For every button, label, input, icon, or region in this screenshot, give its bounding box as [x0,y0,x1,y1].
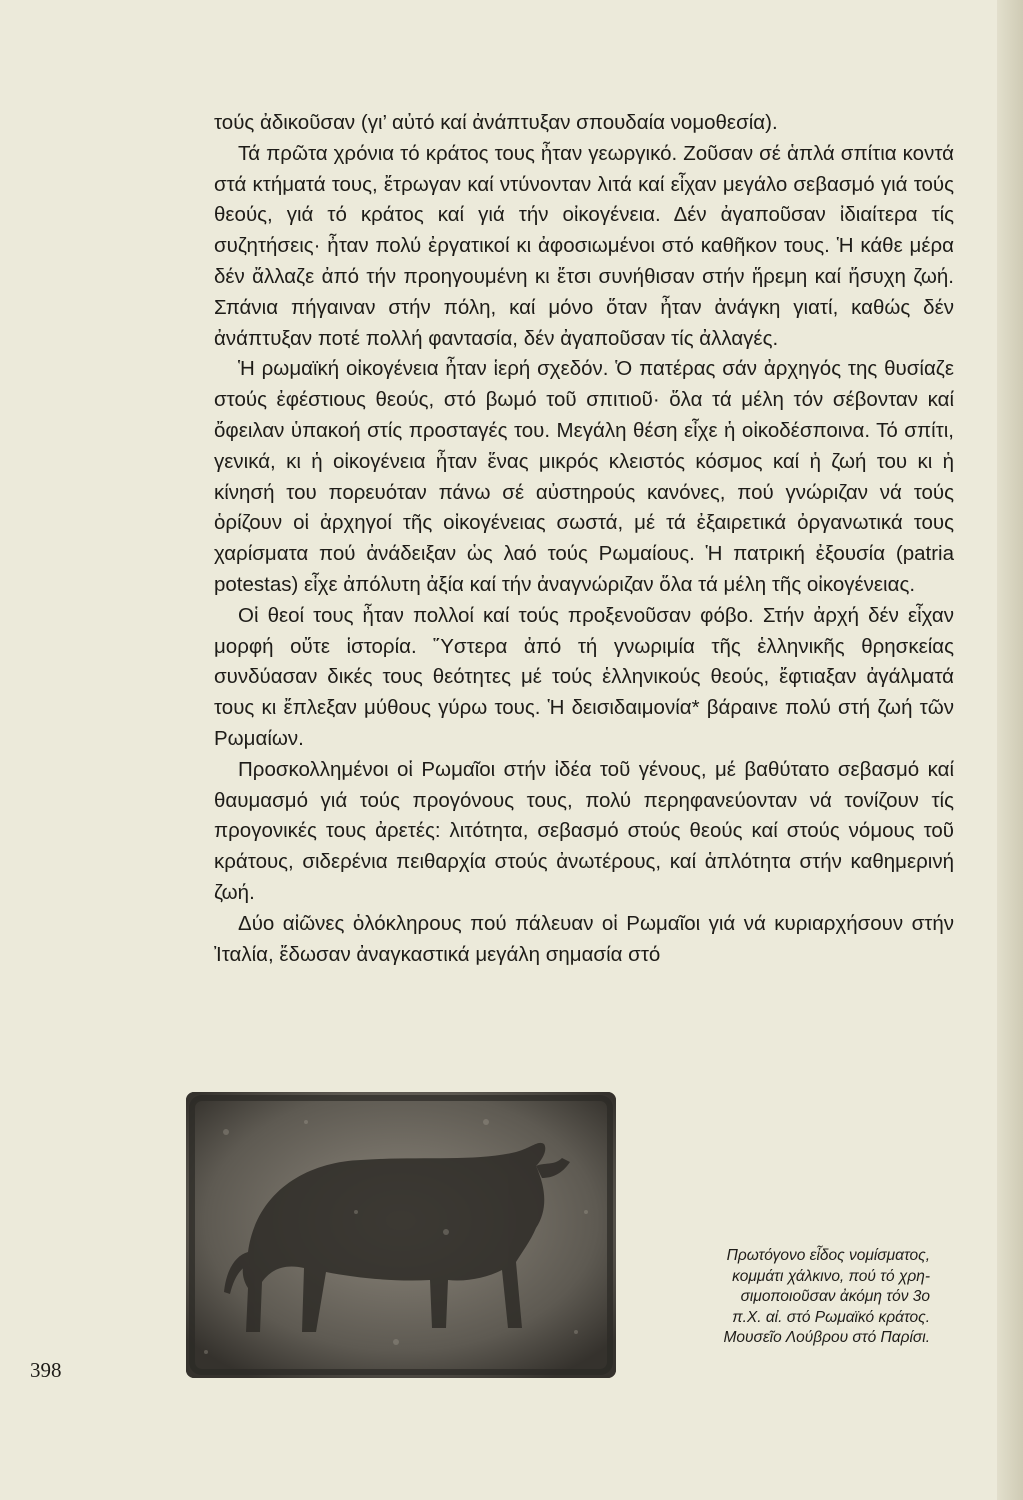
paragraph: τούς ἀδικοῦσαν (γι’ αὐτό καί ἀνάπτυξαν σπουδαία νομοθεσία). [214,111,778,134]
page-edge [997,0,1023,1500]
photo-caption [640,1246,930,1349]
caption-line: Πρωτόγονο εἶδος νομίσματος, [726,1247,930,1264]
caption-line: π.Χ. αἰ. στό Ρωμαϊκό κράτος. [732,1308,930,1326]
page-number: 398 [30,1358,62,1382]
caption-line: Μουσεῖο Λούβρου στό Παρίσι. [723,1329,930,1346]
caption-line: σιμοποιοῦσαν ἀκόμη τόν 3ο [740,1288,930,1305]
body-text [214,108,954,970]
paragraph: Ἡ ρωμαϊκή οἰκογένεια ἦταν ἱερή σχεδόν. Ὁ πατέρας σάν ἀρχηγός της θυσίαζε στούς ἐφέστιους θεούς, στό βωμό τοῦ σπιτιοῦ· ὅλα τά μέλη τόν σέβονταν καί ὄφειλαν ὑπακοή στίς προσταγές του. Μεγάλη θέση εἶχε ἡ οἰκοδέσποινα. Τό σπίτι, γενικά, κι ἡ οἰκογένεια ἦταν ἕνας μικρός κλειστός κόσμος καί ἡ ζωή του κι ἡ κίνησή του πορευόταν πάνω σέ αὐστηρούς κανόνες, πού γνώριζαν νά τούς ὁρίζουν οἱ ἀρχηγοί τῆς οἰκογένειας σωστά, μέ τά ἐξαιρετικά ὀργανωτικά τους χαρίσματα πού ἀνάδειξαν ὡς λαό τούς Ρωμαίους. Ἡ πατρική ἐξουσία (patria potestas) εἶχε ἀπόλυτη ἀξία καί τήν ἀναγνώριζαν ὅλα τά μέλη τῆς οἰκογένειας. [214,357,954,596]
paragraph: Δύο αἰῶνες ὁλόκληρους πού πάλευαν οἱ Ρωμαῖοι γιά νά κυριαρχήσουν στήν Ἰταλία, ἔδωσαν ἀναγκαστικά μεγάλη σημασία στό [214,911,954,966]
caption-line: κομμάτι χάλκινο, πού τό χρη- [732,1267,930,1285]
paragraph: Οἱ θεοί τους ἦταν πολλοί καί τούς προξενοῦσαν φόβο. Στήν ἀρχή δέν εἶχαν μορφή οὔτε ἱστορία. Ὕστερα ἀπό τή γνωριμία τῆς ἑλληνικῆς θρησκείας συνδύασαν δικές τους θεότητες μέ τούς ἑλληνικούς θεούς, ἔφτιαξαν ἀγάλματά τους κι ἔπλεξαν μύθους γύρω τους. Ἡ δεισιδαιμονία* βάραινε πολύ στή ζωή τῶν Ρωμαίων. [214,603,954,750]
bronze-ingot-photo [186,1092,616,1378]
paragraph: Τά πρῶτα χρόνια τό κράτος τους ἦταν γεωργικό. Ζοῦσαν σέ ἁπλά σπίτια κοντά στά κτήματά τους, ἔτρωγαν καί ντύνονταν λιτά καί εἶχαν μεγάλο σεβασμό γιά τούς θεούς, γιά τό κράτος καί γιά τήν οἰκογένεια. Δέν ἀγαποῦσαν ἰδιαίτερα τίς συζητήσεις· ἦταν πολύ ἐργατικοί κι ἀφοσιωμένοι στό καθῆκον τους. Ἡ κάθε μέρα δέν ἄλλαζε ἀπό τήν προηγουμένη κι ἔτσι συνήθισαν στήν ἥρεμη καί ἥσυχη ζωή. Σπάνια πήγαιναν στήν πόλη, καί μόνο ὅταν ἦταν ἀνάγκη γιατί, καθώς δέν ἀνάπτυξαν ποτέ πολλή φαντασία, δέν ἀγαποῦσαν τίς ἀλλαγές. [214,141,954,350]
paragraph: Προσκολλημένοι οἱ Ρωμαῖοι στήν ἰδέα τοῦ γένους, μέ βαθύτατο σεβασμό καί θαυμασμό γιά τούς προγόνους τους, πολύ περηφανεύονταν νά τονίζουν τίς προγονικές τους ἀρετές: λιτότητα, σεβασμό στούς θεούς καί στούς νόμους τοῦ κράτους, σιδερένια πειθαρχία στούς ἀνωτέρους, καί ἁπλότητα στήν καθημερινή ζωή. [214,757,954,904]
